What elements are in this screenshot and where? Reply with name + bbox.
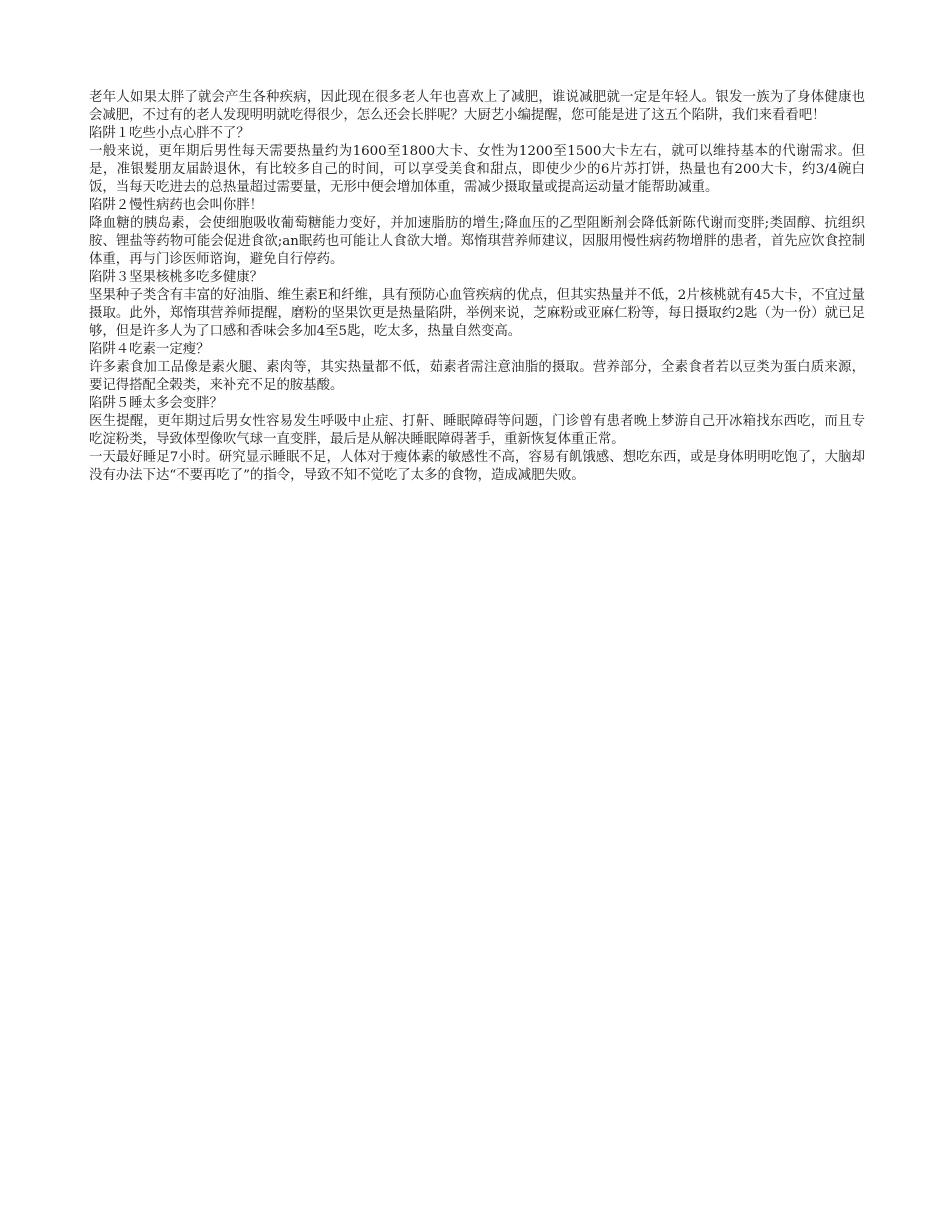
- trap-5-heading: 陷阱５睡太多会变胖？: [89, 396, 223, 411]
- trap-3-heading: 陷阱３坚果核桃多吃多健康？: [89, 270, 264, 285]
- sleep-advice-paragraph: 一天最好睡足7小时。研究显示睡眠不足，人体对于瘦体素的敏感性不高，容易有飢饿感、想吃东西，或是身体明明吃饱了，大脑却没有办法下达“不要再吃了”的指令，导致不知不觉吃了太多的食物，造成减肥失败。: [89, 450, 865, 483]
- intro-paragraph: 老年人如果太胖了就会产生各种疾病，因此现在很多老人年也喜欢上了减肥，谁说减肥就一定是年轻人。银发一族为了身体健康也会减肥，不过有的老人发现明明就吃得很少，怎么还会长胖呢？大厨艺小编提醒，您可能是进了这五个陷阱，我们来看看吧！: [89, 90, 865, 123]
- trap-3-paragraph: 坚果种子类含有丰富的好油脂、维生素E和纤维，具有预防心血管疾病的优点，但其实热量并不低，2片核桃就有45大卡，不宜过量摄取。此外，郑惰琪营养师提醒，磨粉的坚果饮更是热量陷阱，举例来说，芝麻粉或亚麻仁粉等，每日摄取约2匙（为一份）就已足够，但是许多人为了口感和香味会多加4至5匙，吃太多，热量自然变高。: [89, 288, 865, 339]
- article-body: [89, 89, 865, 485]
- trap-2-paragraph: 降血糖的胰岛素，会使细胞吸收葡萄糖能力变好，并加速脂肪的增生;降血压的乙型阻断剂会降低新陈代谢而变胖;类固醇、抗组织胺、锂盐等药物可能会促进食欲;an眠药也可能让人食欲大增。郑惰琪营养师建议，因服用慢性病药物增胖的患者，首先应饮食控制体重，再与门诊医师谘询，避免自行停药。: [89, 216, 865, 267]
- trap-1-heading: 陷阱１吃些小点心胖不了？: [89, 126, 250, 141]
- trap-4-paragraph: 许多素食加工品像是素火腿、素肉等，其实热量都不低，茹素者需注意油脂的摄取。营养部分，全素食者若以豆类为蛋白质来源，要记得搭配全榖类，来补充不足的胺基酸。: [89, 360, 865, 393]
- trap-2-heading: 陷阱２慢性病药也会叫你胖！: [89, 198, 264, 213]
- trap-4-heading: 陷阱４吃素一定瘦？: [89, 342, 210, 357]
- trap-5-paragraph: 医生提醒，更年期过后男女性容易发生呼吸中止症、打鼾、睡眠障碍等问题，门诊曾有患者晚上梦游自己开冰箱找东西吃，而且专吃淀粉类，导致体型像吹气球一直变胖，最后是从解决睡眠障碍著手，重新恢复体重正常。: [89, 414, 865, 447]
- trap-1-paragraph: 一般来说，更年期后男性每天需要热量约为1600至1800大卡、女性为1200至1500大卡左右，就可以维持基本的代谢需求。但是，准银髮朋友届龄退休，有比较多自己的时间，可以享受美食和甜点，即使少少的6片苏打饼，热量也有200大卡，约3/4碗白饭，当每天吃进去的总热量超过需要量，无形中便会增加体重，需减少摄取量或提高运动量才能帮助减重。: [89, 144, 865, 195]
